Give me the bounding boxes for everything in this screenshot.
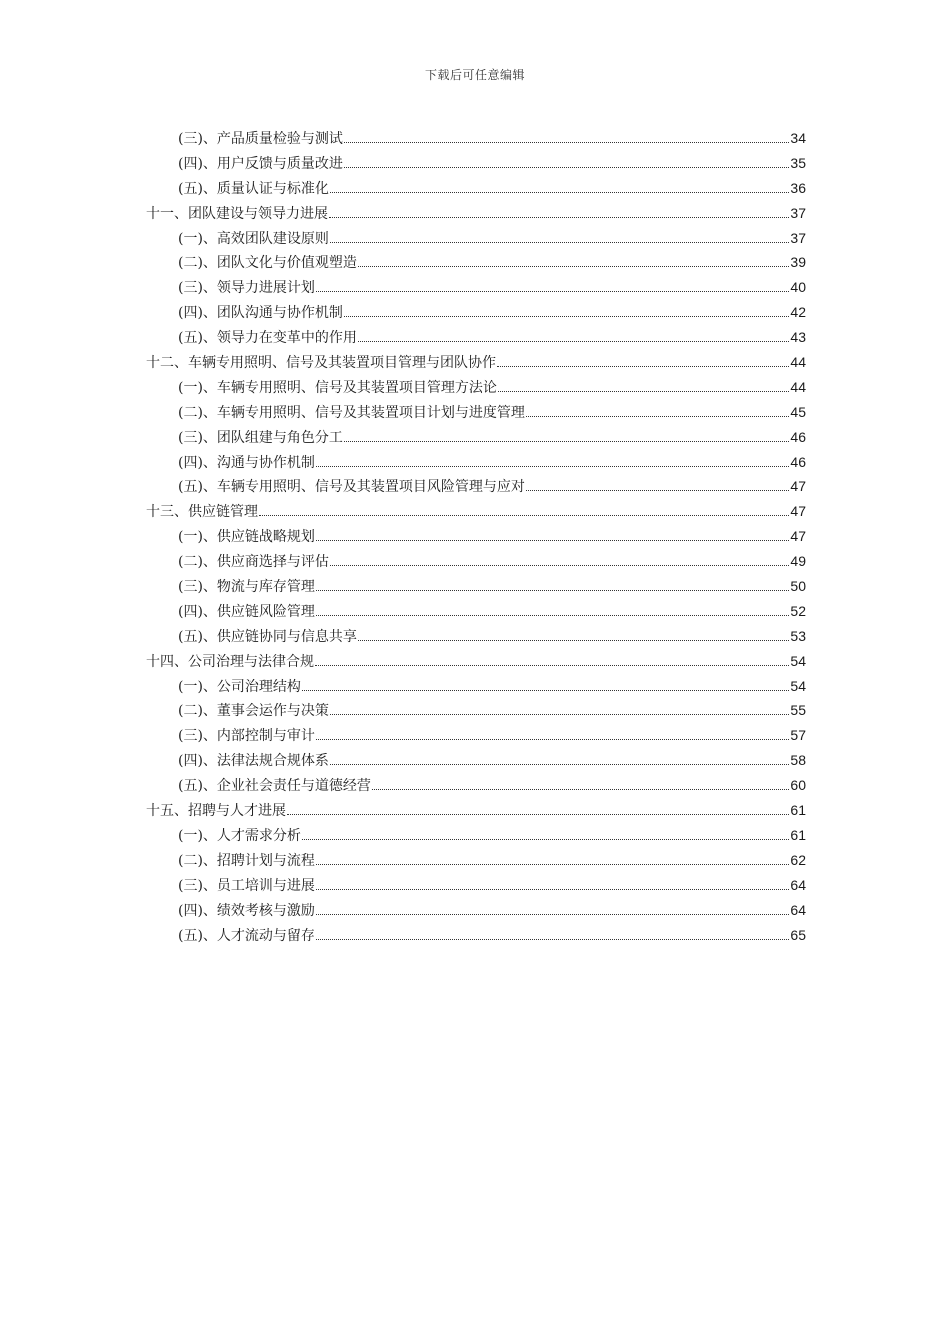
toc-dot-leader bbox=[316, 590, 789, 591]
toc-section-entry[interactable] bbox=[146, 250, 806, 275]
toc-dot-leader bbox=[344, 142, 789, 143]
toc-entry-page-number: 47 bbox=[790, 503, 806, 520]
toc-entry-title: (五)、企业社会责任与道德经营 bbox=[178, 778, 371, 795]
toc-entry-page-number: 49 bbox=[790, 553, 806, 570]
toc-entry-title: (二)、招聘计划与流程 bbox=[178, 852, 315, 869]
toc-section-entry[interactable] bbox=[146, 400, 806, 425]
toc-section-entry[interactable] bbox=[146, 624, 806, 649]
toc-section-entry[interactable] bbox=[146, 176, 806, 201]
toc-section-entry[interactable] bbox=[146, 698, 806, 723]
toc-section-entry[interactable] bbox=[146, 748, 806, 773]
toc-dot-leader bbox=[302, 690, 789, 691]
toc-entry-page-number: 60 bbox=[790, 777, 806, 794]
toc-dot-leader bbox=[330, 565, 789, 566]
toc-chapter-entry[interactable] bbox=[146, 649, 806, 674]
toc-entry-page-number: 47 bbox=[790, 478, 806, 495]
toc-dot-leader bbox=[330, 192, 789, 193]
toc-entry-title: (四)、法律法规合规体系 bbox=[178, 753, 329, 770]
toc-section-entry[interactable] bbox=[146, 474, 806, 499]
toc-chapter-entry[interactable] bbox=[146, 201, 806, 226]
toc-section-entry[interactable] bbox=[146, 848, 806, 873]
toc-section-entry[interactable] bbox=[146, 898, 806, 923]
table-of-contents bbox=[146, 126, 806, 947]
toc-entry-title: (三)、产品质量检验与测试 bbox=[178, 131, 343, 147]
toc-chapter-entry[interactable] bbox=[146, 798, 806, 823]
toc-section-entry[interactable] bbox=[146, 300, 806, 325]
toc-entry-page-number: 54 bbox=[790, 677, 806, 694]
toc-entry-title: (一)、供应链战略规划 bbox=[178, 529, 315, 546]
toc-dot-leader bbox=[498, 391, 789, 392]
toc-entry-page-number: 64 bbox=[790, 901, 806, 918]
toc-entry-title: (四)、绩效考核与激励 bbox=[178, 902, 315, 919]
toc-section-entry[interactable] bbox=[146, 425, 806, 450]
toc-dot-leader bbox=[316, 739, 789, 740]
toc-dot-leader bbox=[358, 640, 789, 641]
toc-entry-page-number: 34 bbox=[790, 130, 806, 146]
toc-entry-title: (四)、团队沟通与协作机制 bbox=[178, 305, 343, 322]
toc-entry-page-number: 46 bbox=[790, 453, 806, 470]
toc-entry-title: (四)、沟通与协作机制 bbox=[178, 454, 315, 471]
toc-entry-title: (五)、领导力在变革中的作用 bbox=[178, 330, 357, 347]
toc-entry-title: (一)、人才需求分析 bbox=[178, 827, 301, 844]
toc-entry-page-number: 42 bbox=[790, 304, 806, 321]
toc-entry-title: (二)、董事会运作与决策 bbox=[178, 703, 329, 720]
toc-dot-leader bbox=[330, 764, 789, 765]
toc-entry-title: 十五、招聘与人才进展 bbox=[146, 803, 286, 820]
toc-section-entry[interactable] bbox=[146, 873, 806, 898]
toc-entry-page-number: 57 bbox=[790, 727, 806, 744]
toc-dot-leader bbox=[302, 839, 789, 840]
toc-section-entry[interactable] bbox=[146, 823, 806, 848]
toc-entry-title: (五)、车辆专用照明、信号及其装置项目风险管理与应对 bbox=[178, 479, 525, 496]
toc-dot-leader bbox=[372, 789, 789, 790]
toc-dot-leader bbox=[344, 441, 789, 442]
toc-entry-title: (四)、用户反馈与质量改进 bbox=[178, 155, 343, 172]
toc-entry-title: (三)、团队组建与角色分工 bbox=[178, 429, 343, 446]
toc-entry-title: (二)、团队文化与价值观塑造 bbox=[178, 255, 357, 272]
toc-entry-page-number: 61 bbox=[790, 802, 806, 819]
toc-section-entry[interactable] bbox=[146, 126, 806, 151]
toc-entry-page-number: 65 bbox=[790, 926, 806, 943]
toc-entry-page-number: 52 bbox=[790, 602, 806, 619]
toc-dot-leader bbox=[526, 490, 789, 491]
toc-dot-leader bbox=[330, 242, 789, 243]
toc-section-entry[interactable] bbox=[146, 923, 806, 948]
toc-entry-page-number: 37 bbox=[790, 204, 806, 221]
toc-entry-page-number: 37 bbox=[790, 229, 806, 246]
toc-dot-leader bbox=[316, 914, 789, 915]
toc-entry-page-number: 50 bbox=[790, 578, 806, 595]
toc-dot-leader bbox=[316, 615, 789, 616]
toc-dot-leader bbox=[316, 939, 789, 940]
toc-entry-page-number: 61 bbox=[790, 826, 806, 843]
toc-dot-leader bbox=[358, 341, 789, 342]
toc-entry-page-number: 44 bbox=[790, 378, 806, 395]
toc-section-entry[interactable] bbox=[146, 325, 806, 350]
toc-entry-page-number: 45 bbox=[790, 403, 806, 420]
toc-entry-page-number: 44 bbox=[790, 354, 806, 371]
toc-entry-page-number: 62 bbox=[790, 851, 806, 868]
toc-section-entry[interactable] bbox=[146, 674, 806, 699]
toc-dot-leader bbox=[316, 540, 789, 541]
toc-section-entry[interactable] bbox=[146, 723, 806, 748]
toc-entry-title: 十三、供应链管理 bbox=[146, 504, 258, 521]
toc-section-entry[interactable] bbox=[146, 226, 806, 251]
toc-dot-leader bbox=[330, 714, 789, 715]
toc-entry-title: (三)、内部控制与审计 bbox=[178, 728, 315, 745]
toc-entry-page-number: 55 bbox=[790, 702, 806, 719]
toc-entry-title: (二)、供应商选择与评估 bbox=[178, 554, 329, 571]
toc-dot-leader bbox=[315, 665, 789, 666]
toc-entry-page-number: 36 bbox=[790, 179, 806, 196]
toc-entry-page-number: 35 bbox=[790, 154, 806, 171]
toc-entry-title: (二)、车辆专用照明、信号及其装置项目计划与进度管理 bbox=[178, 404, 525, 421]
toc-entry-page-number: 54 bbox=[790, 652, 806, 669]
toc-entry-page-number: 40 bbox=[790, 279, 806, 296]
toc-entry-title: (五)、供应链协同与信息共享 bbox=[178, 628, 357, 645]
toc-entry-page-number: 58 bbox=[790, 752, 806, 769]
toc-dot-leader bbox=[344, 167, 789, 168]
toc-entry-page-number: 53 bbox=[790, 627, 806, 644]
toc-dot-leader bbox=[316, 466, 789, 467]
toc-entry-title: (五)、质量认证与标准化 bbox=[178, 180, 329, 197]
toc-chapter-entry[interactable] bbox=[146, 350, 806, 375]
toc-section-entry[interactable] bbox=[146, 574, 806, 599]
toc-entry-title: (一)、高效团队建设原则 bbox=[178, 230, 329, 247]
toc-entry-title: 十二、车辆专用照明、信号及其装置项目管理与团队协作 bbox=[146, 355, 496, 372]
toc-entry-title: 十四、公司治理与法律合规 bbox=[146, 653, 314, 670]
toc-entry-title: (一)、车辆专用照明、信号及其装置项目管理方法论 bbox=[178, 379, 497, 396]
toc-entry-page-number: 46 bbox=[790, 428, 806, 445]
toc-entry-title: (一)、公司治理结构 bbox=[178, 678, 301, 695]
toc-entry-title: 十一、团队建设与领导力进展 bbox=[146, 205, 328, 222]
toc-dot-leader bbox=[316, 291, 789, 292]
toc-dot-leader bbox=[526, 416, 789, 417]
toc-section-entry[interactable] bbox=[146, 773, 806, 798]
toc-section-entry[interactable] bbox=[146, 524, 806, 549]
toc-dot-leader bbox=[259, 515, 789, 516]
toc-entry-page-number: 64 bbox=[790, 876, 806, 893]
page-header-note: 下载后可任意编辑 bbox=[424, 68, 525, 82]
toc-entry-title: (三)、物流与库存管理 bbox=[178, 579, 315, 596]
toc-entry-page-number: 43 bbox=[790, 329, 806, 346]
toc-dot-leader bbox=[497, 366, 789, 367]
toc-entry-title: (三)、领导力进展计划 bbox=[178, 280, 315, 297]
toc-entry-title: (三)、员工培训与进展 bbox=[178, 877, 315, 894]
toc-dot-leader bbox=[287, 814, 789, 815]
toc-section-entry[interactable] bbox=[146, 549, 806, 574]
toc-section-entry[interactable] bbox=[146, 151, 806, 176]
toc-dot-leader bbox=[358, 266, 789, 267]
toc-section-entry[interactable] bbox=[146, 450, 806, 475]
toc-section-entry[interactable] bbox=[146, 275, 806, 300]
toc-entry-page-number: 47 bbox=[790, 528, 806, 545]
toc-dot-leader bbox=[344, 316, 789, 317]
toc-entry-title: (五)、人才流动与留存 bbox=[178, 927, 315, 944]
toc-dot-leader bbox=[316, 889, 789, 890]
toc-section-entry[interactable] bbox=[146, 375, 806, 400]
toc-entry-page-number: 39 bbox=[790, 254, 806, 271]
toc-entry-title: (四)、供应链风险管理 bbox=[178, 603, 315, 620]
toc-chapter-entry[interactable] bbox=[146, 499, 806, 524]
toc-dot-leader bbox=[316, 864, 789, 865]
toc-section-entry[interactable] bbox=[146, 599, 806, 624]
toc-dot-leader bbox=[329, 217, 789, 218]
